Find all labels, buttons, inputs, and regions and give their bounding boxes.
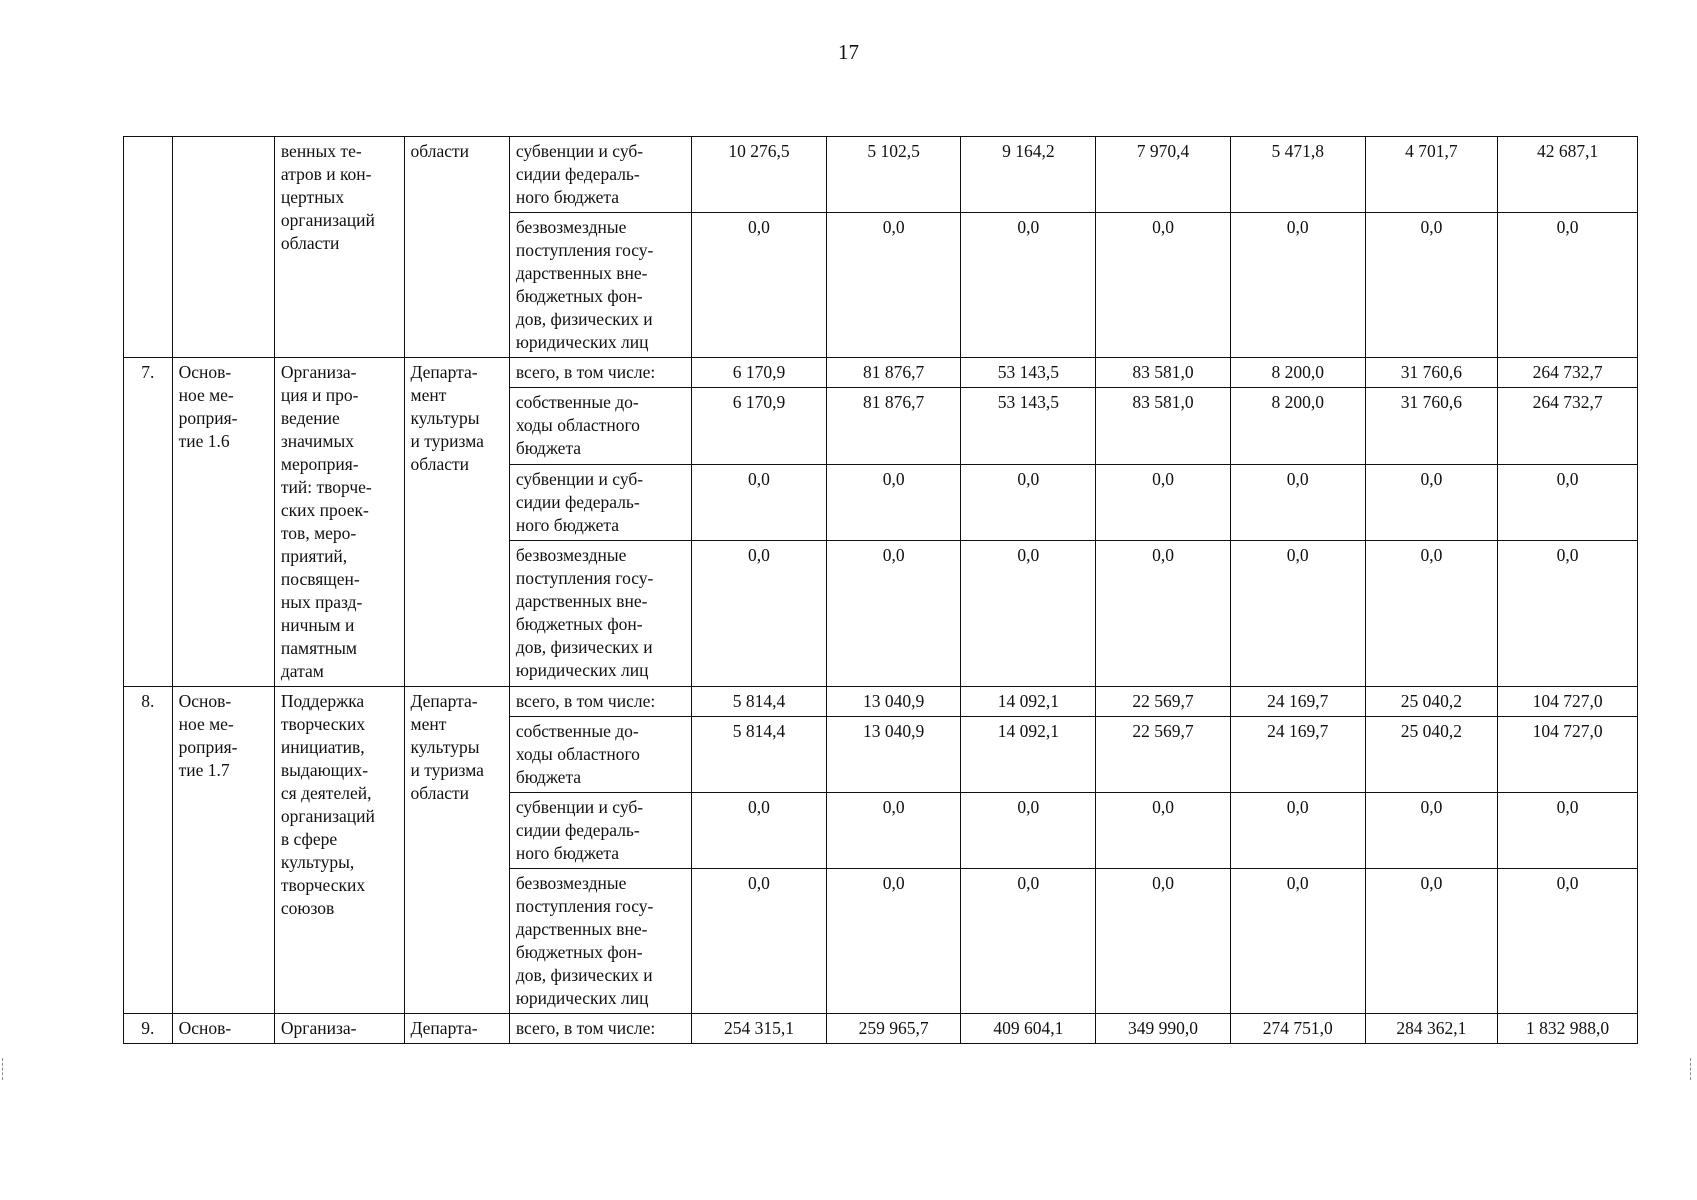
funding-source-cell (509, 687, 691, 717)
amount-cell: 0,0 (1365, 869, 1498, 1014)
amount-cell: 0,0 (692, 869, 827, 1014)
cell-line: и туризма (410, 760, 484, 780)
amount-cell: 14 092,1 (961, 717, 1096, 793)
cell-line: мент (410, 714, 447, 734)
table-body (124, 137, 1638, 1044)
amount-cell: 0,0 (1365, 213, 1498, 358)
amount-cell: 24 169,7 (1230, 717, 1365, 793)
cell-line: мероприя- (280, 454, 359, 474)
cell-line: союзов (280, 898, 335, 918)
amount-cell: 10 276,5 (692, 137, 827, 213)
amount-cell: 42 687,1 (1498, 137, 1638, 213)
cell-line: ся деятелей, (280, 783, 372, 803)
executor-cell (404, 137, 509, 358)
measure-type-cell (172, 1014, 274, 1044)
funding-source-cell (509, 358, 691, 388)
funding-source-cell (509, 388, 691, 464)
amount-cell: 0,0 (826, 793, 961, 869)
funding-source-cell (509, 793, 691, 869)
cell-line: сидии федераль- (515, 491, 640, 512)
cell-line: юридических лиц (515, 988, 649, 1008)
cell-line: культуры (410, 737, 480, 757)
amount-cell: 1 832 988,0 (1498, 1014, 1638, 1044)
cell-line: тие 1.7 (178, 760, 230, 780)
amount-cell: 349 990,0 (1096, 1014, 1231, 1044)
amount-cell: 0,0 (826, 541, 961, 687)
cell-line: области (410, 454, 470, 474)
amount-cell: 0,0 (826, 464, 961, 540)
amount-cell: 9 164,2 (961, 137, 1096, 213)
cell-line: инициатив, (280, 737, 365, 757)
amount-cell: 13 040,9 (826, 687, 961, 717)
cell-line: поступления госу- (515, 896, 654, 916)
cell-line: Организа- (280, 362, 357, 382)
row-number-cell: 9. (124, 1014, 173, 1044)
cell-line: поступления госу- (515, 240, 654, 260)
cell-line: субвенции и суб- (515, 468, 644, 489)
cell-line: юридических лиц (515, 332, 649, 352)
table-row (124, 137, 1638, 213)
cell-line: ходы областного (515, 415, 640, 436)
margin-mark-right (1690, 1058, 1693, 1080)
amount-cell: 0,0 (1230, 213, 1365, 358)
amount-cell: 83 581,0 (1096, 388, 1231, 464)
amount-cell: 274 751,0 (1230, 1014, 1365, 1044)
amount-cell: 6 170,9 (692, 358, 827, 388)
amount-cell: 0,0 (692, 464, 827, 540)
funding-source-cell (509, 869, 691, 1014)
cell-line: Департа- (410, 691, 478, 711)
table-row (124, 358, 1638, 388)
amount-cell: 0,0 (1498, 213, 1638, 358)
amount-cell: 31 760,6 (1365, 358, 1498, 388)
amount-cell: 0,0 (1230, 464, 1365, 540)
funding-source-cell (509, 464, 691, 540)
cell-line: приятий, (280, 546, 348, 566)
cell-line: безвозмездные (515, 217, 627, 237)
cell-line: тов, меро- (280, 523, 357, 543)
amount-cell: 4 701,7 (1365, 137, 1498, 213)
cell-line: тий: творче- (280, 477, 372, 497)
amount-cell: 0,0 (1498, 541, 1638, 687)
cell-line: дов, физических и (515, 965, 653, 985)
amount-cell: 0,0 (692, 541, 827, 687)
cell-line: безвозмездные (515, 545, 627, 566)
amount-cell: 0,0 (961, 464, 1096, 540)
amount-cell: 284 362,1 (1365, 1014, 1498, 1044)
cell-line: ничным и (280, 615, 355, 635)
amount-cell: 25 040,2 (1365, 687, 1498, 717)
amount-cell: 264 732,7 (1498, 388, 1638, 464)
executor-cell (404, 1014, 509, 1044)
amount-cell: 22 569,7 (1096, 687, 1231, 717)
cell-line: бюджетных фон- (515, 942, 643, 962)
amount-cell: 53 143,5 (961, 388, 1096, 464)
amount-cell: 22 569,7 (1096, 717, 1231, 793)
amount-cell: 83 581,0 (1096, 358, 1231, 388)
funding-source-cell (509, 1014, 691, 1044)
table-row (124, 1014, 1638, 1044)
amount-cell: 5 814,4 (692, 717, 827, 793)
cell-line: значимых (280, 431, 354, 451)
cell-line: творческих (280, 875, 366, 895)
amount-cell: 81 876,7 (826, 388, 961, 464)
amount-cell: 25 040,2 (1365, 717, 1498, 793)
cell-line: области (410, 141, 470, 161)
cell-line: дарственных вне- (515, 591, 648, 612)
cell-line: бюджета (515, 767, 582, 787)
amount-cell: 0,0 (826, 213, 961, 358)
cell-line: памятным (280, 638, 357, 658)
amount-cell: 14 092,1 (961, 687, 1096, 717)
cell-line: ведение (280, 408, 340, 428)
amount-cell: 0,0 (692, 213, 827, 358)
executor-cell (404, 687, 509, 1014)
page-number: 17 (838, 40, 859, 64)
measure-type-cell (172, 358, 274, 687)
cell-line: бюджета (515, 438, 582, 459)
cell-line: тие 1.6 (178, 431, 230, 451)
cell-line: атров и кон- (280, 164, 372, 184)
amount-cell: 0,0 (826, 869, 961, 1014)
amount-cell: 0,0 (1498, 869, 1638, 1014)
amount-cell: 0,0 (692, 793, 827, 869)
cell-line: области (410, 783, 470, 803)
amount-cell: 0,0 (1230, 793, 1365, 869)
amount-cell: 254 315,1 (692, 1014, 827, 1044)
table-row (124, 687, 1638, 717)
amount-cell: 264 732,7 (1498, 358, 1638, 388)
amount-cell: 0,0 (1096, 793, 1231, 869)
cell-line: культуры (410, 408, 480, 428)
cell-line: дарственных вне- (515, 263, 648, 283)
amount-cell: 0,0 (1498, 464, 1638, 540)
amount-cell: 0,0 (1096, 464, 1231, 540)
cell-line: сидии федераль- (515, 164, 640, 184)
cell-line: дарственных вне- (515, 919, 648, 939)
budget-table (123, 136, 1638, 1044)
cell-line: культуры, (280, 852, 355, 872)
cell-line: Департа- (410, 362, 478, 382)
funding-source-cell (509, 717, 691, 793)
cell-line: юридических лиц (515, 660, 649, 681)
measure-name-cell (274, 687, 404, 1014)
amount-cell: 5 471,8 (1230, 137, 1365, 213)
cell-line: и туризма (410, 431, 484, 451)
cell-line: собственные до- (515, 392, 639, 413)
amount-cell: 0,0 (1365, 541, 1498, 687)
amount-cell: 24 169,7 (1230, 687, 1365, 717)
cell-line: ное ме- (178, 385, 234, 405)
amount-cell: 31 760,6 (1365, 388, 1498, 464)
cell-line: ного бюджета (515, 514, 620, 535)
row-number-cell (124, 137, 173, 358)
cell-line: посвящен- (280, 569, 360, 589)
amount-cell: 0,0 (1230, 869, 1365, 1014)
measure-name-cell (274, 1014, 404, 1044)
executor-cell (404, 358, 509, 687)
funding-source-cell (509, 541, 691, 687)
amount-cell: 0,0 (1096, 869, 1231, 1014)
cell-line: дов, физических и (515, 309, 653, 329)
measure-name-cell (274, 137, 404, 358)
measure-name-cell (274, 358, 404, 687)
cell-line: бюджетных фон- (515, 286, 643, 306)
amount-cell: 0,0 (1230, 541, 1365, 687)
cell-line: поступления госу- (515, 568, 654, 589)
cell-line: в сфере (280, 829, 338, 849)
amount-cell: 81 876,7 (826, 358, 961, 388)
amount-cell: 8 200,0 (1230, 358, 1365, 388)
amount-cell: 0,0 (961, 869, 1096, 1014)
cell-line: роприя- (178, 737, 238, 757)
cell-line: творческих (280, 714, 366, 734)
amount-cell: 0,0 (961, 541, 1096, 687)
cell-line: безвозмездные (515, 873, 627, 893)
amount-cell: 0,0 (961, 793, 1096, 869)
amount-cell: 409 604,1 (961, 1014, 1096, 1044)
amount-cell: 0,0 (1365, 464, 1498, 540)
cell-line: бюджетных фон- (515, 614, 643, 635)
cell-line: роприя- (178, 408, 238, 428)
cell-line: всего, в том числе: (515, 691, 656, 711)
cell-line: всего, в том числе: (515, 362, 656, 382)
cell-line: организаций (280, 806, 375, 826)
cell-line: субвенции и суб- (515, 797, 644, 817)
cell-line: Организа- (280, 1018, 357, 1038)
cell-line: всего, в том числе: (515, 1018, 656, 1038)
cell-line: ных празд- (280, 592, 363, 612)
measure-type-cell (172, 137, 274, 358)
cell-line: Основ- (178, 691, 232, 711)
cell-line: ция и про- (280, 385, 359, 405)
cell-line: Департа- (410, 1018, 478, 1038)
cell-line: ходы областного (515, 744, 640, 764)
cell-line: области (280, 233, 340, 253)
cell-line: Основ- (178, 362, 232, 382)
cell-line: ное ме- (178, 714, 234, 734)
amount-cell: 6 170,9 (692, 388, 827, 464)
funding-source-cell (509, 137, 691, 213)
cell-line: дов, физических и (515, 637, 653, 658)
cell-line: Основ- (178, 1018, 232, 1038)
amount-cell: 8 200,0 (1230, 388, 1365, 464)
row-number-cell: 8. (124, 687, 173, 1014)
cell-line: датам (280, 661, 324, 681)
amount-cell: 0,0 (1096, 541, 1231, 687)
cell-line: цертных (280, 187, 345, 207)
cell-line: Поддержка (280, 691, 365, 711)
amount-cell: 104 727,0 (1498, 687, 1638, 717)
cell-line: ного бюджета (515, 843, 620, 863)
amount-cell: 0,0 (1365, 793, 1498, 869)
amount-cell: 5 102,5 (826, 137, 961, 213)
amount-cell: 7 970,4 (1096, 137, 1231, 213)
margin-mark-left (2, 1058, 5, 1080)
funding-source-cell (509, 213, 691, 358)
amount-cell: 259 965,7 (826, 1014, 961, 1044)
cell-line: мент (410, 385, 447, 405)
amount-cell: 13 040,9 (826, 717, 961, 793)
amount-cell: 5 814,4 (692, 687, 827, 717)
amount-cell: 0,0 (961, 213, 1096, 358)
amount-cell: 0,0 (1096, 213, 1231, 358)
cell-line: сидии федераль- (515, 820, 640, 840)
cell-line: ских проек- (280, 500, 369, 520)
cell-line: ного бюджета (515, 187, 620, 207)
cell-line: собственные до- (515, 721, 639, 741)
measure-type-cell (172, 687, 274, 1014)
amount-cell: 104 727,0 (1498, 717, 1638, 793)
cell-line: организаций (280, 210, 375, 230)
row-number-cell: 7. (124, 358, 173, 687)
cell-line: выдающих- (280, 760, 369, 780)
cell-line: венных те- (280, 141, 362, 161)
amount-cell: 53 143,5 (961, 358, 1096, 388)
amount-cell: 0,0 (1498, 793, 1638, 869)
cell-line: субвенции и суб- (515, 141, 644, 161)
